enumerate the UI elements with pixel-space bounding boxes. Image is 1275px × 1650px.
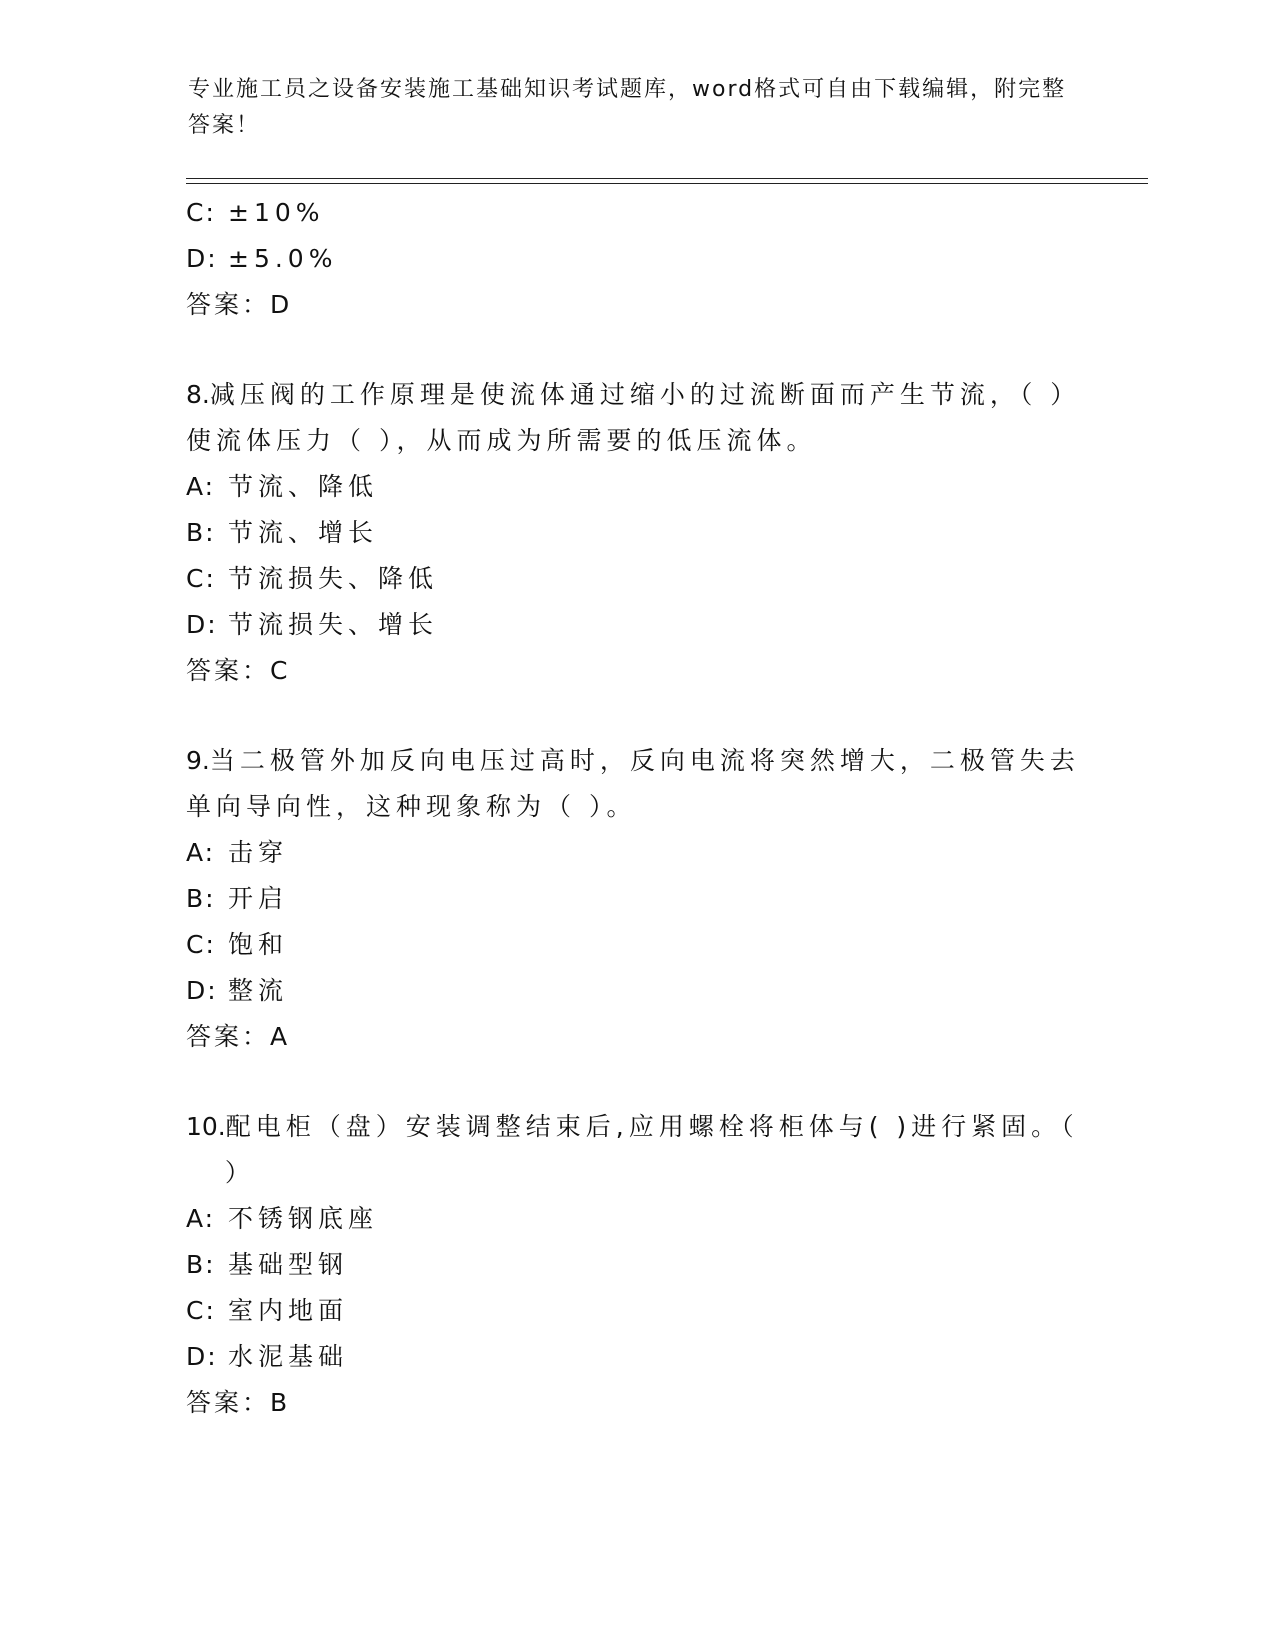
option-text: 不锈钢底座 [228,1204,379,1233]
answer-value: A [270,1022,291,1051]
option-d [186,968,1086,1014]
option-label: D: [186,610,218,639]
question-stem-line-1: 配电柜（盘）安装调整结束后,应用螺栓将柜体与( )进行紧固。（ [225,1112,1079,1141]
question-stem [186,738,1086,784]
answer-line [186,282,1086,328]
answer-line [186,1014,1086,1060]
option-text: 节流、增长 [228,518,379,547]
option-text: 节流损失、降低 [228,564,439,593]
option-text: ±10% [228,198,325,227]
option-c [186,556,1086,602]
option-d [186,602,1086,648]
header-divider-bottom [186,183,1148,184]
header-divider-top [186,178,1148,179]
option-a [186,1196,1086,1242]
answer-line [186,648,1086,694]
option-text: 基础型钢 [228,1250,349,1279]
answer-label: 答案： [186,290,271,319]
option-label: D: [186,244,218,273]
option-label: C: [186,930,216,959]
answer-label: 答案： [186,656,271,685]
question-number: 9. [186,746,210,775]
question-stem [186,372,1086,418]
option-a [186,830,1086,876]
option-d [186,236,1086,282]
option-text: 节流、降低 [228,472,379,501]
option-b [186,510,1086,556]
question-10 [186,1104,1086,1426]
question-stem-line-2: 单向导向性，这种现象称为（ ）。 [186,792,637,821]
option-label: D: [186,1342,218,1371]
question-stem-line-2: 使流体压力（ ），从而成为所需要的低压流体。 [186,426,817,455]
option-label: A: [186,838,216,867]
option-text: 整流 [228,976,289,1005]
answer-line [186,1380,1086,1426]
option-b [186,1242,1086,1288]
option-label: B: [186,884,216,913]
option-text: ±5.0% [228,244,338,273]
option-label: A: [186,472,216,501]
question-stem-line-1: 减压阀的工作原理是使流体通过缩小的过流断面而产生节流，（ ） [209,380,1081,409]
question-stem [186,1104,1086,1150]
answer-value: B [270,1388,291,1417]
option-text: 饱和 [228,930,289,959]
option-text: 节流损失、增长 [228,610,439,639]
question-number: 8. [186,380,210,409]
option-d [186,1334,1086,1380]
option-label: C: [186,1296,216,1325]
option-a [186,464,1086,510]
option-text: 开启 [228,884,289,913]
option-c [186,922,1086,968]
option-text: 水泥基础 [228,1342,349,1371]
answer-value: D [270,290,293,319]
question-stem-line-2: ） [186,1158,255,1187]
question-list [186,190,1086,1426]
document-header: 专业施工员之设备安装施工基础知识考试题库，word格式可自由下载编辑，附完整答案！ [188,77,1067,138]
option-label: B: [186,518,216,547]
option-label: D: [186,976,218,1005]
option-label: A: [186,1204,216,1233]
question-number: 10. [186,1112,226,1141]
option-label: B: [186,1250,216,1279]
option-c [186,1288,1086,1334]
option-b [186,876,1086,922]
answer-value: C [270,656,291,685]
answer-label: 答案： [186,1388,271,1417]
question-9 [186,738,1086,1060]
option-label: C: [186,564,216,593]
option-text: 室内地面 [228,1296,349,1325]
option-text: 击穿 [228,838,289,867]
answer-label: 答案： [186,1022,271,1051]
question-stem-line-1: 当二极管外加反向电压过高时，反向电流将突然增大，二极管失去 [209,746,1080,775]
option-label: C: [186,198,216,227]
question-7-continuation [186,190,1086,328]
question-8 [186,372,1086,694]
option-c [186,190,1086,236]
